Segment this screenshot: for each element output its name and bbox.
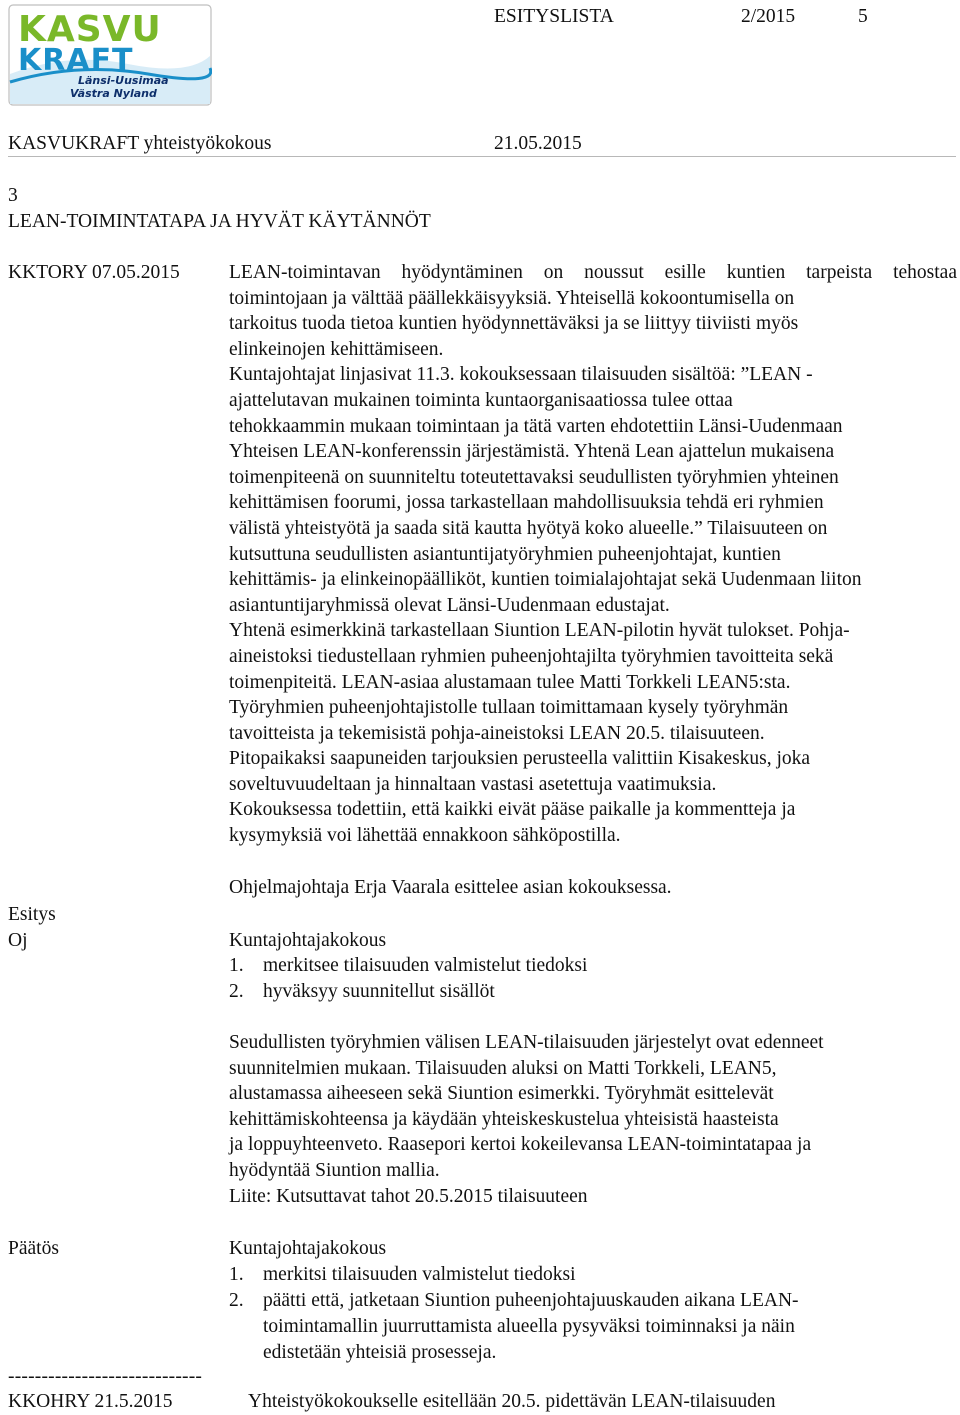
- logo-subtitle-fi: Länsi-Uusimaa: [78, 74, 169, 87]
- list-item-number: 2.: [229, 1290, 244, 1311]
- text-line: Kuntajohtajat linjasivat 11.3. kokouksessaan tilaisuuden sisältöä: ”LEAN -: [229, 364, 813, 386]
- text-line: asiantuntijaryhmissä olevat Länsi-Uudenmaan edustajat.: [229, 594, 670, 616]
- doc-type: ESITYSLISTA: [494, 6, 614, 27]
- list-item: [229, 1262, 929, 1288]
- text-line: aineistoksi tiedustellaan ryhmien puheenjohtajilta työryhmien tavoitteita sekä: [229, 645, 834, 667]
- logo-word-kasvu: KASVU: [18, 9, 162, 50]
- text-line: Kokouksessa todettiin, että kaikki eivät pääse paikalle ja kommentteja ja: [229, 799, 796, 821]
- text-line: ajattelutavan mukainen toiminta kuntaorganisaatiossa tulee ottaa: [229, 389, 733, 411]
- text-line: tavoitteista ja tekemisistä pohja-aineistoksi LEAN 20.5. tilaisuuteen.: [229, 722, 765, 744]
- text-line: kehittämisen foorumi, jossa tarkastellaan mahdollisuuksia tehdä eri ryhmien: [229, 492, 824, 514]
- list-item-text: edistetään yhteisiä prosesseja.: [263, 1342, 497, 1363]
- footer-text: Yhteistyökokoukselle esitellään 20.5. pidettävän LEAN-tilaisuuden: [248, 1391, 776, 1412]
- footer-ref: KKOHRY 21.5.2015: [8, 1391, 173, 1412]
- text-line: toimenpiteenä on suunniteltu toteutettavaksi seudullisten työryhmien yhteinen: [229, 466, 839, 488]
- text-line: kehittämis- ja elinkeinopäälliköt, kuntien toimialajohtajat sekä Uudenmaan liiton: [229, 569, 862, 591]
- text-line: kehittämiskohteensa ja käydään yhteiskeskustelua yhteisistä haasteista: [229, 1108, 779, 1130]
- proposal-list: [229, 953, 929, 1005]
- list-item: [229, 953, 929, 979]
- list-item-number: 1.: [229, 1264, 244, 1285]
- history-text: [229, 260, 957, 849]
- text-line: elinkeinojen kehittämiseen.: [229, 338, 444, 360]
- list-item: [229, 1288, 929, 1366]
- discussion-text: [229, 1030, 957, 1209]
- text-line: tarkoitus tuoda tietoa kuntien hyödynnettäväksi ja se liittyy tiiviisti myös: [229, 313, 799, 335]
- proposal-sublabel: Oj: [8, 930, 28, 951]
- text-line: alustamassa aiheeseen sekä Siuntion esimerkki. Työryhmät esittelevät: [229, 1083, 774, 1105]
- kasvukraft-logo: [8, 4, 212, 106]
- decision-label: Päätös: [8, 1238, 59, 1259]
- text-line: Yhteisen LEAN-konferenssin järjestämistä. Yhtenä Lean ajattelun mukaisena: [229, 441, 835, 463]
- section-number: 3: [8, 185, 18, 206]
- text-line: kysymyksiä voi lähettää ennakkoon sähköpostilla.: [229, 825, 621, 847]
- logo-word-kraft: KRAFT: [18, 43, 134, 78]
- text-line: välistä yhteistyötä ja saada sitä kautta hyötyä koko alueelle.” Tilaisuuteen on: [229, 517, 828, 539]
- list-item-number: 2.: [229, 981, 244, 1002]
- text-line: LEAN-toimintavan hyödyntäminen on noussut esille kuntien tarpeista tehostaa: [229, 262, 957, 283]
- list-item-text: merkitsee tilaisuuden valmistelut tiedoksi: [263, 955, 588, 976]
- text-line: Työryhmien puheenjohtajistolle tullaan toimittamaan kysely työryhmän: [229, 697, 789, 719]
- list-item-text: hyväksyy suunnitellut sisällöt: [263, 981, 495, 1002]
- decision-list: [229, 1262, 929, 1366]
- text-line: hyödyntää Siuntion mallia.: [229, 1159, 440, 1181]
- text-line: Yhtenä esimerkkinä tarkastellaan Siuntion LEAN-pilotin hyvät tulokset. Pohja-: [229, 620, 850, 642]
- header-divider: [8, 156, 956, 157]
- proposal-body: Kuntajohtajakokous: [229, 930, 387, 951]
- text-line: toimintojaan ja välttää päällekkäisyyksiä. Yhteisellä kokoontumisella on: [229, 287, 795, 309]
- list-item-number: 1.: [229, 955, 244, 976]
- history-ref: KKTORY 07.05.2015: [8, 262, 180, 283]
- meeting-name: KASVUKRAFT yhteistyökokous: [8, 133, 272, 154]
- text-line: Seudullisten työryhmien välisen LEAN-tilaisuuden järjestelyt ovat edenneet: [229, 1032, 824, 1053]
- text-line: suunnitelmien mukaan. Tilaisuuden aluksi on Matti Torkkeli, LEAN5,: [229, 1057, 777, 1079]
- text-line: Pitopaikaksi saapuneiden tarjouksien perusteella valittiin Kisakeskus, joka: [229, 748, 811, 770]
- list-item-text: merkitsi tilaisuuden valmistelut tiedoksi: [263, 1264, 576, 1285]
- text-line: toimenpiteitä. LEAN-asiaa alustamaan tulee Matti Torkkeli LEAN5:sta.: [229, 671, 791, 693]
- text-line: kutsuttuna seudullisten asiantuntijatyöryhmien puheenjohtajat, kuntien: [229, 543, 781, 565]
- text-line: tehokkaammin mukaan toimintaan ja tätä varten ehdotettiin Länsi-Uudenmaan: [229, 415, 843, 437]
- proposal-label: Esitys: [8, 904, 56, 925]
- section-title: LEAN-TOIMINTATAPA JA HYVÄT KÄYTÄNNÖT: [8, 211, 431, 232]
- attachment-line: Liite: Kutsuttavat tahot 20.5.2015 tilaisuuteen: [229, 1185, 588, 1207]
- text-line: soveltuvuudeltaan ja hinnaltaan vastasi asetettuja vaatimuksia.: [229, 773, 717, 795]
- list-item-text: päätti että, jatketaan Siuntion puheenjohtajuuskauden aikana LEAN-: [263, 1290, 799, 1311]
- presenter-text: Ohjelmajohtaja Erja Vaarala esittelee asian kokouksessa.: [229, 877, 672, 898]
- separator-line: -----------------------------: [8, 1366, 203, 1387]
- list-item-text: toimintamallin juurruttamista alueella pysyväksi toiminnaksi ja näin: [263, 1316, 795, 1337]
- list-item: [229, 979, 929, 1005]
- decision-body: Kuntajohtajakokous: [229, 1238, 387, 1259]
- meeting-date: 21.05.2015: [494, 133, 582, 154]
- logo-subtitle-sv: Västra Nyland: [70, 87, 157, 100]
- text-line: ja loppuyhteenveto. Raasepori kertoi kokeilevansa LEAN-toimintatapaa ja: [229, 1134, 812, 1156]
- doc-number: 2/2015: [741, 6, 796, 27]
- page-number: 5: [858, 6, 868, 27]
